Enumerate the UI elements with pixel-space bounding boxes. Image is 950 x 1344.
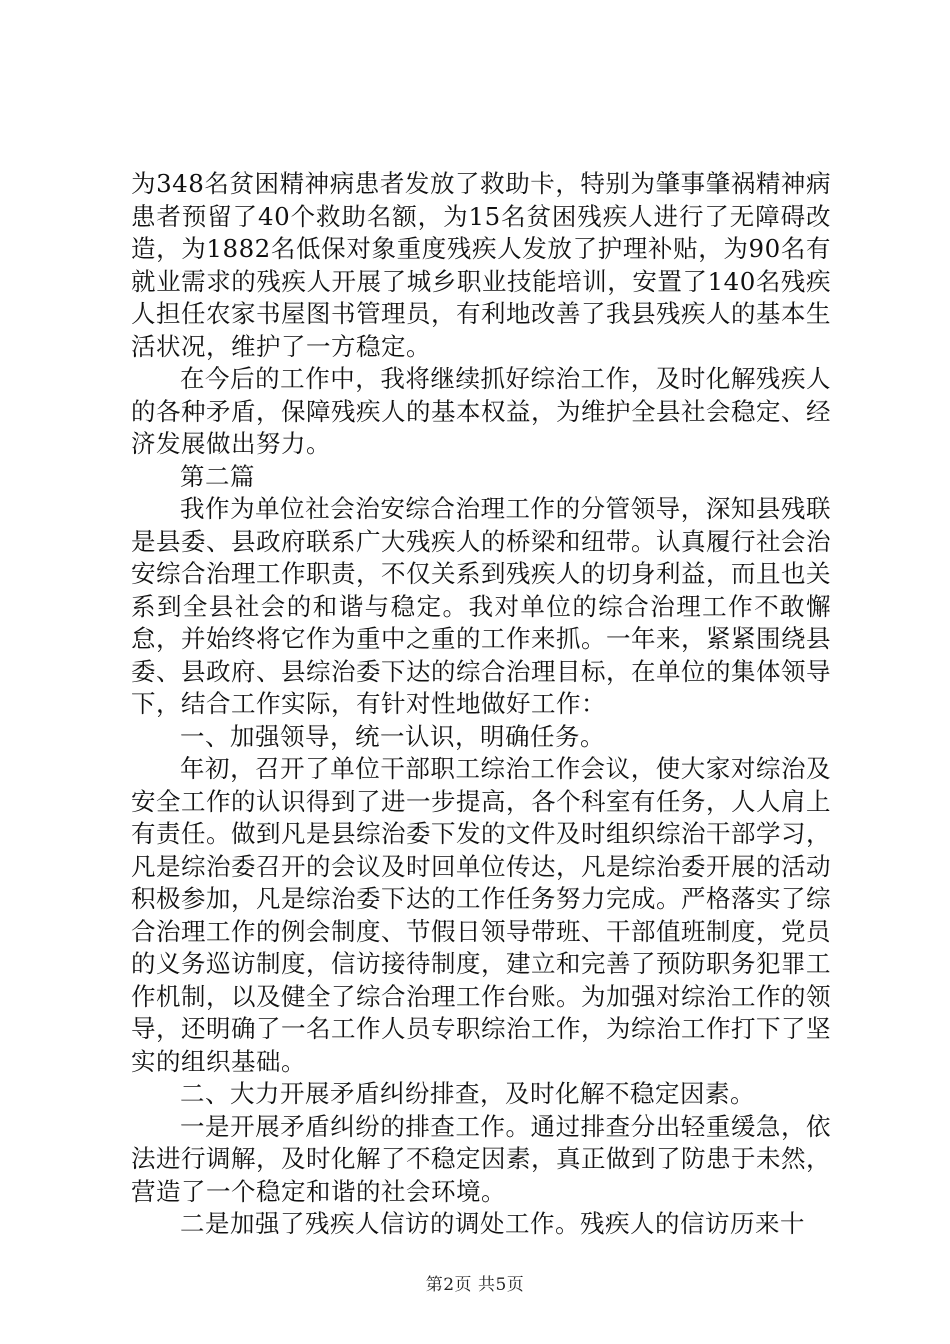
heading-item-two: 二、大力开展矛盾纠纷排查，及时化解不稳定因素。 <box>180 1079 755 1108</box>
section-heading-part-two: 第二篇 <box>180 461 255 491</box>
heading-item-one: 一、加强领导，统一认识，明确任务。 <box>180 721 605 751</box>
page-footer: 第2页 共5页 <box>425 1275 525 1295</box>
paragraph-point-one: 一是开展矛盾纠纷的排查工作。通过排查分出轻重缓急，依法进行调解，及时化解了不稳定因素，真正做到了防患于未然，营造了一个稳定和谐的社会环境。 <box>131 1111 831 1206</box>
paragraph-point-two: 二是加强了残疾人信访的调处工作。残疾人的信访历来十 <box>180 1209 805 1238</box>
paragraph-introduction: 我作为单位社会治安综合治理工作的分管领导，深知县残联是县委、县政府联系广大残疾人的桥梁和纽带。认真履行社会治安综合治理工作职责，不仅关系到残疾人的切身利益，而且也关系到全县社会的和谐与稳定。我对单位的综合治理工作不敢懈怠，并始终将它作为重中之重的工作来抓。一年来，紧紧围绕县委、县政府、县综治委下达的综合治理目标，在单位的集体领导下，结合工作实际，有针对性地做好工作： <box>131 494 831 718</box>
paragraph-item-one-detail: 年初，召开了单位干部职工综治工作会议，使大家对综治及安全工作的认识得到了进一步提高，各个科室有任务，人人肩上有责任。做到凡是县综治委下发的文件及时组织综治干部学习，凡是综治委召开的会议及时回单位传达，凡是综治委开展的活动积极参加，凡是综治委下达的工作任务努力完成。严格落实了综合治理工作的例会制度、节假日领导带班、干部值班制度，党员的义务巡访制度，信访接待制度，建立和完善了预防职务犯罪工作机制，以及健全了综合治理工作台账。为加强对综治工作的领导，还明确了一名工作人员专职综治工作，为综治工作打下了坚实的组织基础。 <box>131 754 831 1076</box>
paragraph-future-work: 在今后的工作中，我将继续抓好综治工作，及时化解残疾人的各种矛盾，保障残疾人的基本权益，为维护全县社会稳定、经济发展做出努力。 <box>131 364 831 458</box>
paragraph-continuation: 为348名贫困精神病患者发放了救助卡，特别为肇事肇祸精神病患者预留了40个救助名额，为15名贫困残疾人进行了无障碍改造，为1882名低保对象重度残疾人发放了护理补贴，为90名有就业需求的残疾人开展了城乡职业技能培训，安置了140名残疾人担任农家书屋图书管理员，有利地改善了我县残疾人的基本生活状况，维护了一方稳定。 <box>131 169 831 361</box>
document-body <box>131 168 831 1241</box>
